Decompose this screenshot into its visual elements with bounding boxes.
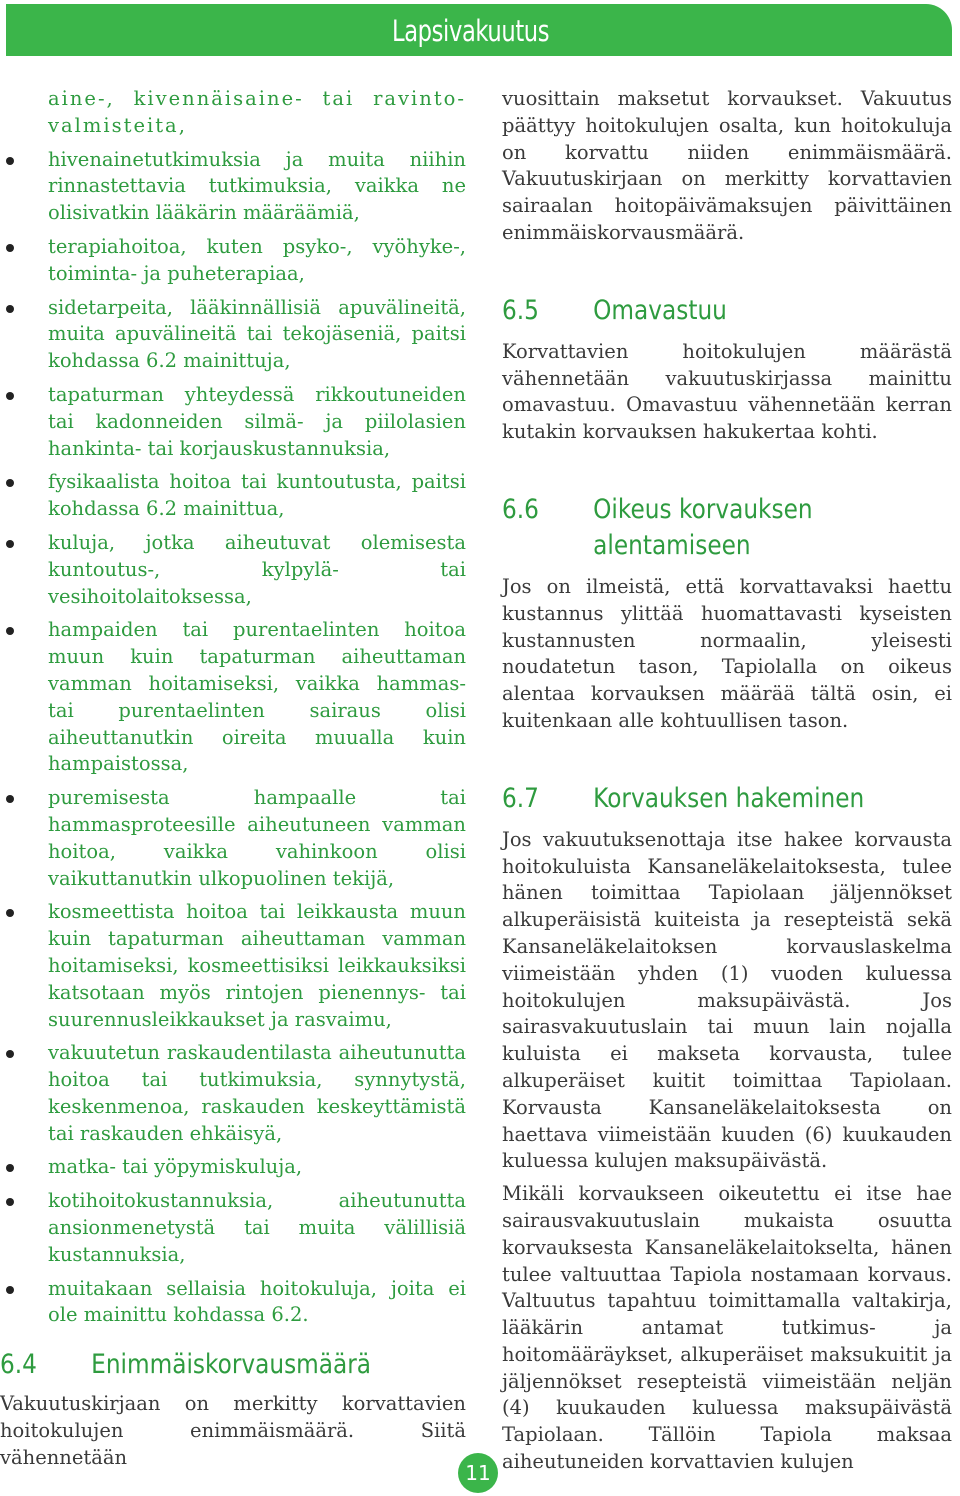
list-item: sidetarpeita, lääkinnällisiä apuvälineitä, muita apuvälineitä tai tekojäseniä, paitsi kohdassa 6.2 mainittuja, [0, 295, 466, 375]
section-number: 6.7 [502, 782, 539, 814]
section-title: Oikeus korvauksen alentamiseen [593, 493, 813, 561]
section-number: 6.5 [502, 294, 539, 326]
section-heading-6-6 [502, 492, 889, 564]
right-column [502, 86, 952, 1476]
page-title: Lapsivakuutus [392, 14, 550, 48]
section-heading-6-5 [502, 293, 889, 329]
list-item: fysikaalista hoitoa tai kuntoutusta, paitsi kohdassa 6.2 mainittua, [0, 469, 466, 523]
list-item: vakuutetun raskaudentilasta aiheutunutta hoitoa tai tutkimuksia, synnytystä, keskenmenoa, raskauden keskeyttämistä tai raskauden ehkäisyä, [0, 1040, 466, 1147]
bullet-icon [6, 479, 14, 487]
list-item: kotihoitokustannuksia, aiheutunutta ansionmenetystä tai muita välillisiä kustannuksia, [0, 1188, 466, 1268]
bullet-icon [6, 1050, 14, 1058]
bullet-icon [6, 540, 14, 548]
bullet-continuation: aine-, kivennäisaine- tai ravinto-valmisteita, [48, 87, 466, 137]
page-number: 11 [458, 1453, 498, 1493]
list-item: muitakaan sellaisia hoitokuluja, joita ei ole mainittu kohdassa 6.2. [0, 1276, 466, 1330]
list-item: hampaiden tai purentaelinten hoitoa muun kuin tapaturman aiheuttaman vamman hoitamiseksi, vaikka hammas- tai purentaelinten sairaus olisi aiheuttanutkin oireita muualla kuin hampaistossa, [0, 617, 466, 778]
bullet-icon [6, 244, 14, 252]
list-item: hivenainetutkimuksia ja muita niihin rinnastettavia tutkimuksia, vaikka ne olisivatkin lääkärin määräämiä, [0, 147, 466, 227]
section-text-6-7-para2: Mikäli korvaukseen oikeutettu ei itse hae sairausvakuutuslain mukaista osuutta korvauksesta Kansaneläkelaitokselta, hänen tulee valtuuttaa Tapiola nostamaan korvaus. Valtuutus tapahtuu toimittamalla valtakirja, lääkärin antamat tutkimus- ja hoitomääräykset, alkuperäiset maksukuitit ja jäljennökset resepteistä viimeistään neljän (4) kuukauden kuluessa maksupäivästä Tapiolaan. Tällöin Tapiola maksaa aiheutuneiden korvattavien kulujen [502, 1182, 952, 1474]
section-heading-6-7 [502, 781, 889, 817]
section-heading-6-4 [0, 1347, 401, 1383]
bullet-icon [6, 305, 14, 313]
left-column [0, 86, 466, 1472]
bullet-icon [6, 1164, 14, 1172]
list-item: tapaturman yhteydessä rikkoutuneiden tai kadonneiden silmä- ja piilolasien hankinta- tai korjauskustannuksia, [0, 382, 466, 462]
section-text-6-6: Jos on ilmeistä, että korvattavaksi haettu kustannus ylittää huomattavasti kyseisten kustannusten normaalin, yleisesti noudatetun tason, Tapiolalla on oikeus alentaa korvauksen määrää tältä osin, ei kuitenkaan alle kohtuullisen tason. [502, 574, 952, 732]
list-item: matka- tai yöpymiskuluja, [0, 1154, 466, 1181]
list-item: puremisesta hampaalle tai hammasproteesille aiheutuneen vamman hoitoa, vaikka vahinkoon olisi vaikuttanutkin ulkopuolinen tekijä, [0, 785, 466, 892]
bullet-icon [6, 157, 14, 165]
section-title: Omavastuu [593, 294, 727, 326]
bullet-icon [6, 1286, 14, 1294]
exclusion-list [0, 147, 466, 1330]
bullet-icon [6, 627, 14, 635]
bullet-icon [6, 909, 14, 917]
paragraph-continuation: vuosittain maksetut korvaukset. Vakuutus päättyy hoitokulujen osalta, kun hoitokuluja on korvattu niiden enimmäismäärä. Vakuutuskirjaan on merkitty korvattavien sairaalan hoitopäivämaksujen päivittäinen enimmäiskorvausmäärä. [502, 87, 952, 244]
bullet-icon [6, 795, 14, 803]
section-text-6-7-para1: Jos vakuutuksenottaja itse hakee korvausta hoitokuluista Kansaneläkelaitoksesta, tulee hänen toimittaa Tapiolaan jäljennökset alkuperäisistä kuiteista ja resepteistä sekä Kansaneläkelaitoksen korvauslaskelma viimeistään yhden (1) vuoden kuluessa hoitokulujen maksupäivästä. Jos sairasvakuutuslain tai muun lain nojalla kuluista ei makseta korvausta, tulee alkuperäiset kuitit toimittaa Tapiolaan. Korvausta Kansaneläkelaitoksesta on haettava viimeistään kuuden (6) kuukauden kuluessa kulujen maksupäivästä. [502, 827, 952, 1173]
list-item: kosmeettista hoitoa tai leikkausta muun kuin tapaturman aiheuttaman vamman hoitamiseksi, kosmeettisiksi leikkauksiksi katsotaan myös rintojen pienennys- tai suurennusleikkaukset ja rasvaimu, [0, 899, 466, 1033]
section-number: 6.4 [0, 1349, 37, 1381]
bullet-icon [6, 392, 14, 400]
section-title: Korvauksen hakeminen [593, 782, 865, 814]
header-bar [6, 4, 952, 56]
section-title: Enimmäiskorvausmäärä [91, 1349, 372, 1381]
section-text-6-4: Vakuutuskirjaan on merkitty korvattavien hoitokulujen enimmäismäärä. Siitä vähennetään [0, 1392, 466, 1469]
bullet-icon [6, 1198, 14, 1206]
list-item: kuluja, jotka aiheutuvat olemisesta kuntoutus-, kylpylä- tai vesihoitolaitoksessa, [0, 530, 466, 610]
list-item: terapiahoitoa, kuten psyko-, vyöhyke-, toiminta- ja puheterapiaa, [0, 234, 466, 288]
section-text-6-5: Korvattavien hoitokulujen määrästä vähennetään vakuutuskirjassa mainittu omavastuu. Omavastuu vähennetään kerran kutakin korvauksen hakukertaa kohti. [502, 339, 952, 444]
section-number: 6.6 [502, 493, 539, 525]
